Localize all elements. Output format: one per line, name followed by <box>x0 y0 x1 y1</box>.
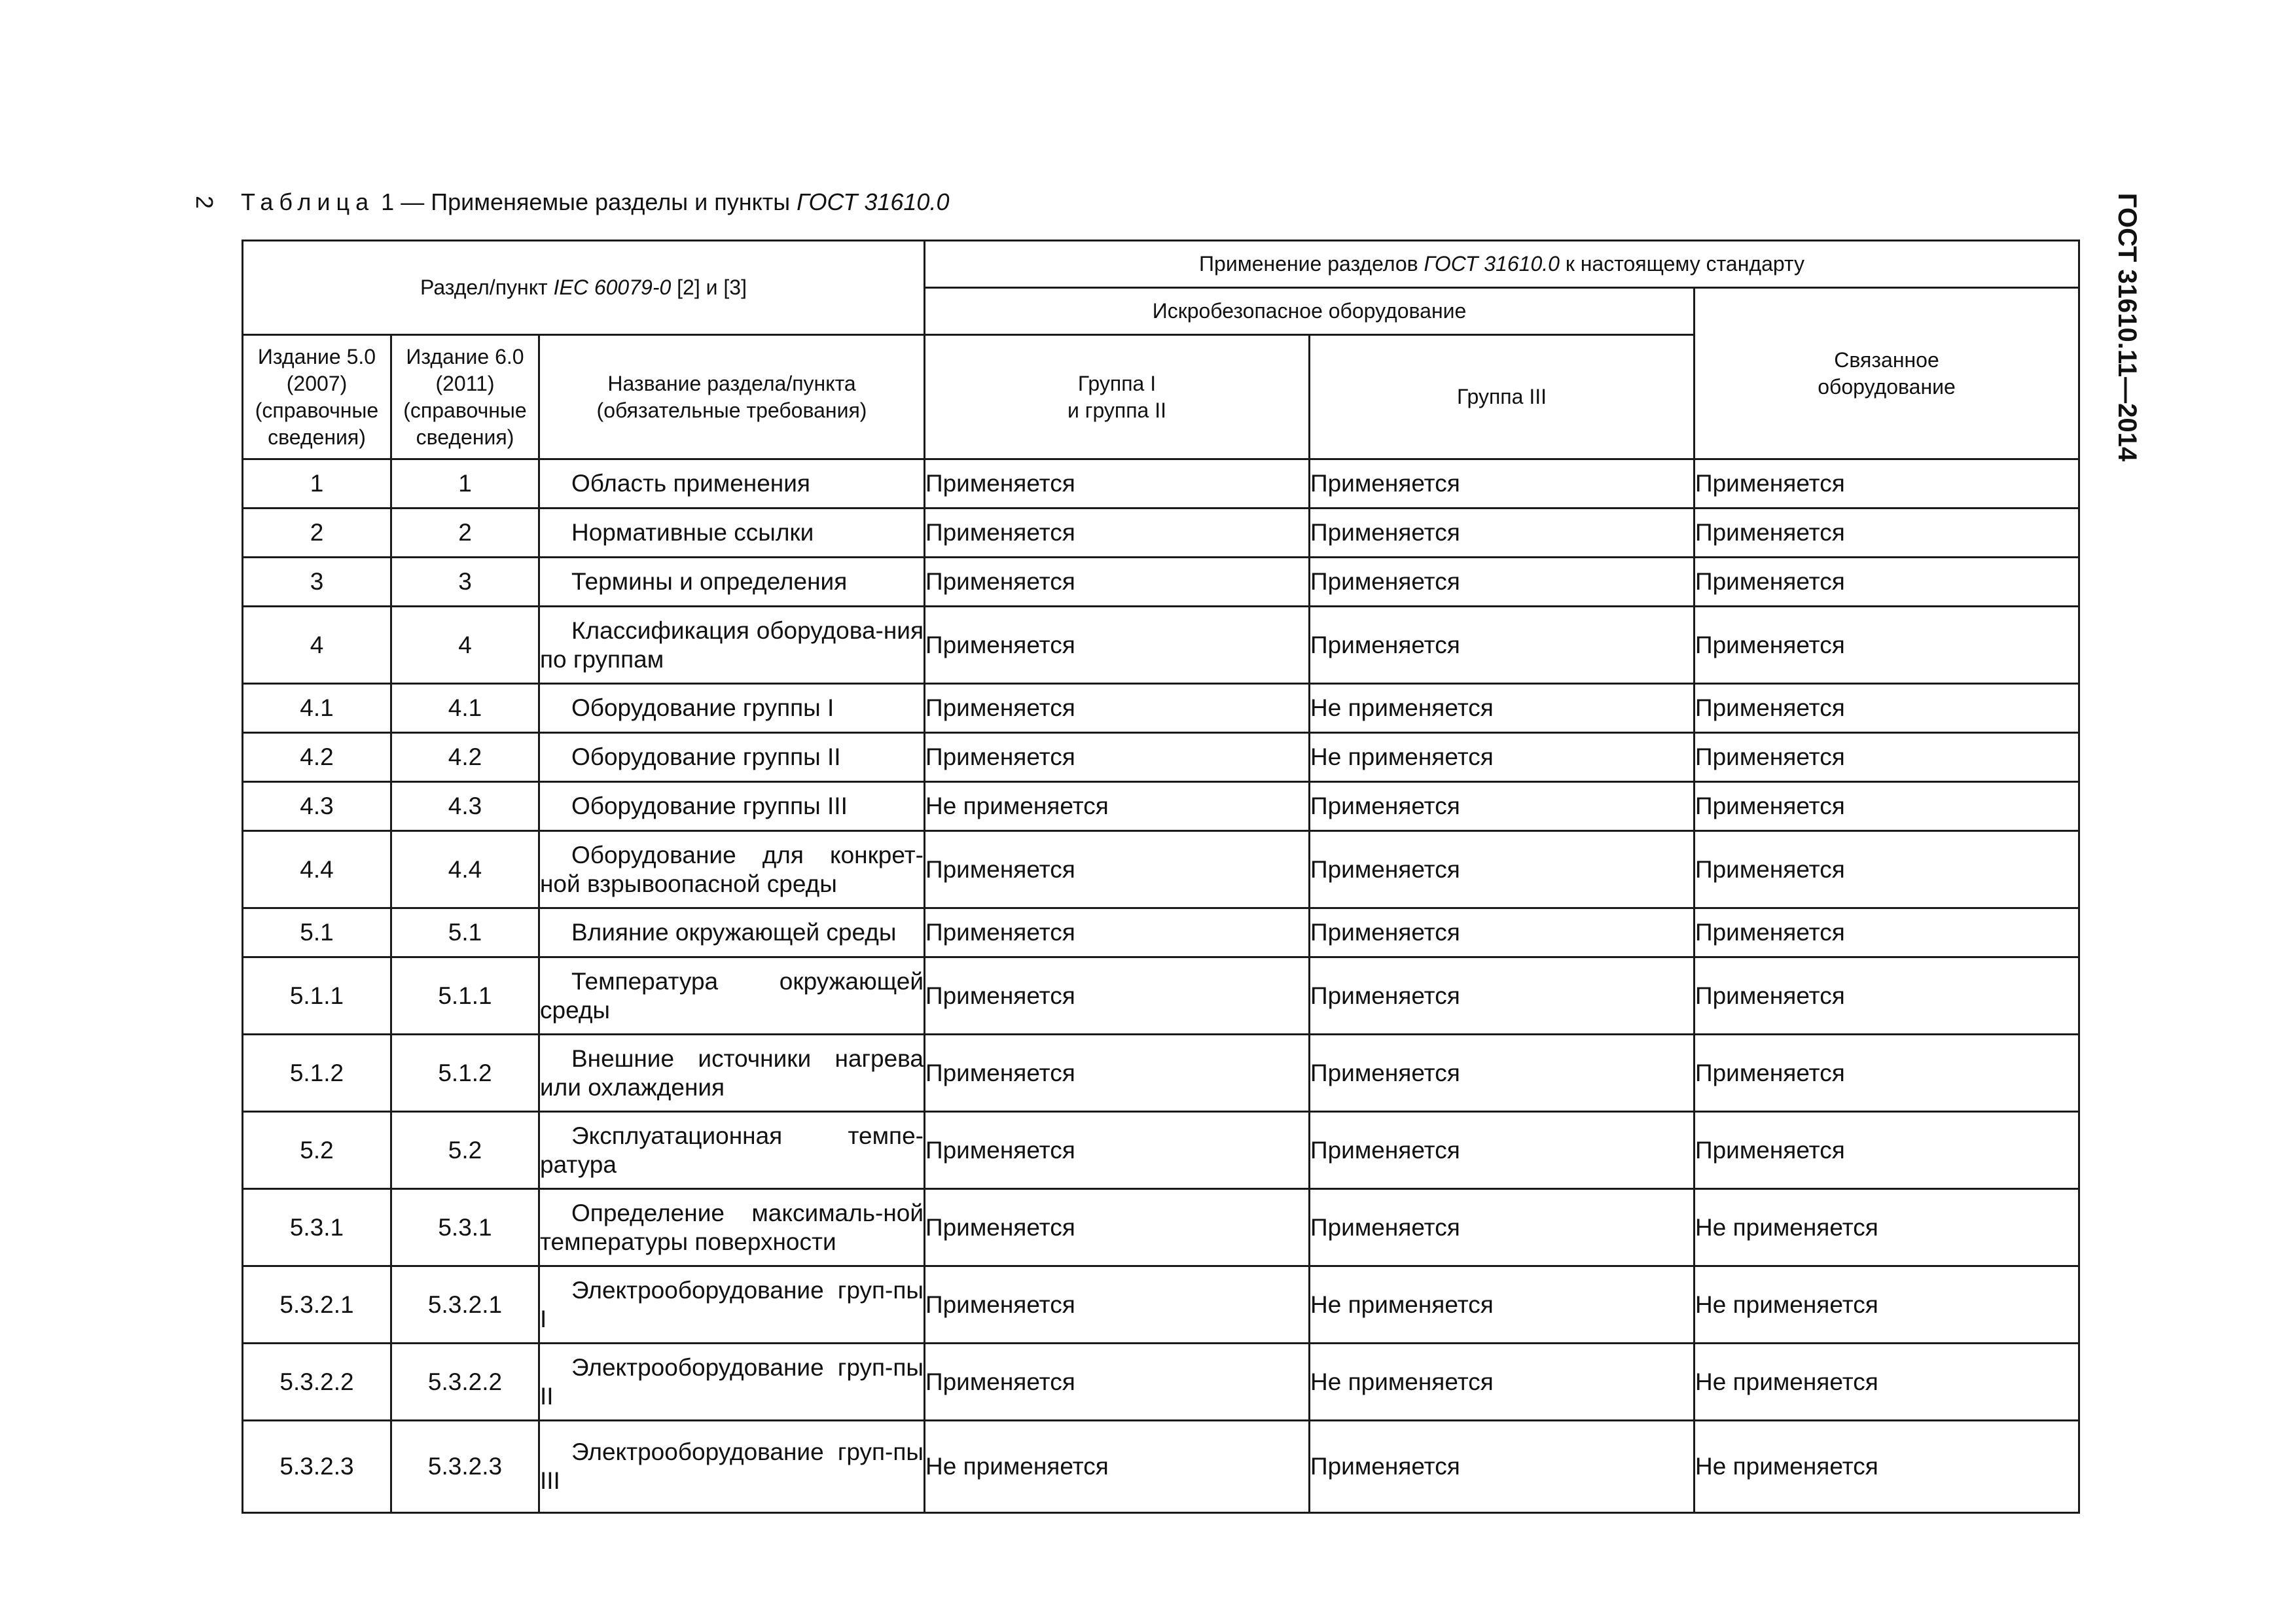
header-row-1 <box>243 241 2079 288</box>
header-intrinsic: Искробезопасное оборудование <box>925 288 1695 335</box>
header-section-group <box>243 241 925 335</box>
associated-cell: Применяется <box>1695 831 2079 908</box>
associated-cell: Применяется <box>1695 957 2079 1035</box>
group-3-cell: Применяется <box>1310 782 1695 831</box>
edition-6-cell: 4.4 <box>391 831 539 908</box>
section-name-cell: Термины и определения <box>539 558 925 607</box>
group-1-2-cell: Применяется <box>925 733 1310 782</box>
table-row <box>243 1344 2079 1421</box>
header-edition-5-line-1: Издание 5.0 <box>257 344 376 368</box>
group-3-cell: Применяется <box>1310 607 1695 684</box>
table-row <box>243 508 2079 558</box>
edition-5-cell: 5.1 <box>243 908 391 957</box>
edition-6-cell: 5.3.2.2 <box>391 1344 539 1421</box>
group-1-2-cell: Применяется <box>925 1266 1310 1344</box>
section-name-cell: Нормативные ссылки <box>539 508 925 558</box>
edition-5-cell: 4.2 <box>243 733 391 782</box>
table-row <box>243 1421 2079 1513</box>
header-associated-line-2: оборудование <box>1818 374 1956 399</box>
table-row <box>243 558 2079 607</box>
edition-6-cell: 4.1 <box>391 684 539 733</box>
header-name-line-1: Название раздела/пункта <box>607 371 856 395</box>
group-1-2-cell: Применяется <box>925 831 1310 908</box>
edition-6-cell: 5.2 <box>391 1112 539 1189</box>
table-row <box>243 1112 2079 1189</box>
header-group-3: Группа III <box>1310 335 1695 459</box>
associated-cell: Не применяется <box>1695 1344 2079 1421</box>
header-associated <box>1695 288 2079 459</box>
table-row <box>243 831 2079 908</box>
associated-cell: Применяется <box>1695 782 2079 831</box>
section-name-cell: Оборудование группы II <box>539 733 925 782</box>
table-row <box>243 1189 2079 1266</box>
edition-5-cell: 5.3.2.1 <box>243 1266 391 1344</box>
edition-6-cell: 2 <box>391 508 539 558</box>
group-1-2-cell: Применяется <box>925 1344 1310 1421</box>
group-1-2-cell: Применяется <box>925 459 1310 508</box>
associated-cell: Применяется <box>1695 1035 2079 1112</box>
edition-6-cell: 5.3.1 <box>391 1189 539 1266</box>
edition-6-cell: 4 <box>391 607 539 684</box>
header-edition-6-line-3: (справочные <box>403 398 527 422</box>
edition-6-cell: 5.3.2.1 <box>391 1266 539 1344</box>
group-1-2-cell: Применяется <box>925 1189 1310 1266</box>
header-edition-5 <box>243 335 391 459</box>
group-3-cell: Применяется <box>1310 908 1695 957</box>
group-3-cell: Применяется <box>1310 1421 1695 1513</box>
associated-cell: Применяется <box>1695 733 2079 782</box>
section-name-cell: Оборудование группы I <box>539 684 925 733</box>
header-application-suffix: к настоящему стандарту <box>1565 252 1804 276</box>
page-number: 2 <box>191 195 219 209</box>
group-1-2-cell: Применяется <box>925 607 1310 684</box>
header-edition-5-line-4: сведения) <box>268 425 366 449</box>
associated-cell: Применяется <box>1695 558 2079 607</box>
associated-cell: Применяется <box>1695 908 2079 957</box>
associated-cell: Не применяется <box>1695 1421 2079 1513</box>
associated-cell: Применяется <box>1695 1112 2079 1189</box>
caption-ref: ГОСТ 31610.0 <box>797 188 950 215</box>
table-caption <box>241 188 949 216</box>
edition-5-cell: 1 <box>243 459 391 508</box>
header-group-1-2-line-1: Группа I <box>1077 371 1157 395</box>
edition-5-cell: 2 <box>243 508 391 558</box>
associated-cell: Применяется <box>1695 607 2079 684</box>
header-section-prefix: Раздел/пункт <box>420 276 548 299</box>
edition-6-cell: 3 <box>391 558 539 607</box>
group-3-cell: Применяется <box>1310 508 1695 558</box>
associated-cell: Применяется <box>1695 684 2079 733</box>
edition-6-cell: 4.2 <box>391 733 539 782</box>
group-3-cell: Не применяется <box>1310 1266 1695 1344</box>
section-name-cell: Классификация оборудова-ния по группам <box>539 607 925 684</box>
group-3-cell: Применяется <box>1310 957 1695 1035</box>
table-row <box>243 908 2079 957</box>
group-1-2-cell: Применяется <box>925 1035 1310 1112</box>
group-3-cell: Применяется <box>1310 558 1695 607</box>
edition-6-cell: 1 <box>391 459 539 508</box>
table-row <box>243 733 2079 782</box>
section-name-cell: Оборудование для конкрет-ной взрывоопасной среды <box>539 831 925 908</box>
edition-5-cell: 4.4 <box>243 831 391 908</box>
edition-5-cell: 4 <box>243 607 391 684</box>
edition-6-cell: 5.1 <box>391 908 539 957</box>
caption-label: Таблица <box>241 188 375 215</box>
group-1-2-cell: Применяется <box>925 1112 1310 1189</box>
section-name-cell: Определение максималь-ной температуры поверхности <box>539 1189 925 1266</box>
edition-5-cell: 4.1 <box>243 684 391 733</box>
table-row <box>243 607 2079 684</box>
applicability-table <box>242 240 2080 1514</box>
associated-cell: Не применяется <box>1695 1266 2079 1344</box>
header-edition-6 <box>391 335 539 459</box>
group-1-2-cell: Применяется <box>925 684 1310 733</box>
header-edition-6-line-1: Издание 6.0 <box>406 344 524 368</box>
header-group-1-2 <box>925 335 1310 459</box>
group-1-2-cell: Не применяется <box>925 1421 1310 1513</box>
edition-6-cell: 5.1.1 <box>391 957 539 1035</box>
group-3-cell: Применяется <box>1310 1035 1695 1112</box>
edition-5-cell: 4.3 <box>243 782 391 831</box>
table-row <box>243 782 2079 831</box>
header-application-prefix: Применение разделов <box>1199 252 1418 276</box>
header-application <box>925 241 2079 288</box>
group-1-2-cell: Применяется <box>925 508 1310 558</box>
edition-5-cell: 5.3.2.2 <box>243 1344 391 1421</box>
group-3-cell: Применяется <box>1310 459 1695 508</box>
edition-6-cell: 5.3.2.3 <box>391 1421 539 1513</box>
section-name-cell: Влияние окружающей среды <box>539 908 925 957</box>
group-3-cell: Применяется <box>1310 1112 1695 1189</box>
header-edition-5-line-2: (2007) <box>286 371 348 395</box>
section-name-cell: Область применения <box>539 459 925 508</box>
edition-6-cell: 4.3 <box>391 782 539 831</box>
header-edition-6-line-2: (2011) <box>435 371 495 395</box>
header-group-1-2-line-2: и группа II <box>1067 398 1166 422</box>
section-name-cell: Оборудование группы III <box>539 782 925 831</box>
edition-5-cell: 5.2 <box>243 1112 391 1189</box>
associated-cell: Применяется <box>1695 508 2079 558</box>
edition-6-cell: 5.1.2 <box>391 1035 539 1112</box>
edition-5-cell: 5.1.2 <box>243 1035 391 1112</box>
caption-number: 1 <box>381 188 395 215</box>
header-name-line-2: (обязательные требования) <box>596 398 867 422</box>
table-row <box>243 684 2079 733</box>
header-name-col <box>539 335 925 459</box>
table-row <box>243 1035 2079 1112</box>
standard-code: ГОСТ 31610.11—2014 <box>2113 192 2142 462</box>
caption-title: Применяемые разделы и пункты <box>431 188 791 215</box>
section-name-cell: Электрооборудование груп-пы III <box>539 1421 925 1513</box>
group-1-2-cell: Применяется <box>925 558 1310 607</box>
group-3-cell: Не применяется <box>1310 1344 1695 1421</box>
section-name-cell: Электрооборудование груп-пы II <box>539 1344 925 1421</box>
table-row <box>243 1266 2079 1344</box>
section-name-cell: Эксплуатационная темпе-ратура <box>539 1112 925 1189</box>
edition-5-cell: 3 <box>243 558 391 607</box>
group-1-2-cell: Применяется <box>925 957 1310 1035</box>
header-edition-5-line-3: (справочные <box>255 398 379 422</box>
header-application-ref: ГОСТ 31610.0 <box>1424 252 1560 276</box>
group-3-cell: Не применяется <box>1310 733 1695 782</box>
section-name-cell: Электрооборудование груп-пы I <box>539 1266 925 1344</box>
group-3-cell: Применяется <box>1310 1189 1695 1266</box>
table-row <box>243 957 2079 1035</box>
header-section-suffix: [2] и [3] <box>677 276 747 299</box>
group-3-cell: Применяется <box>1310 831 1695 908</box>
section-name-cell: Температура окружающей среды <box>539 957 925 1035</box>
table-row <box>243 459 2079 508</box>
edition-5-cell: 5.3.1 <box>243 1189 391 1266</box>
caption-dash: — <box>401 188 425 215</box>
associated-cell: Не применяется <box>1695 1189 2079 1266</box>
section-name-cell: Внешние источники нагрева или охлаждения <box>539 1035 925 1112</box>
header-edition-6-line-4: сведения) <box>416 425 514 449</box>
edition-5-cell: 5.3.2.3 <box>243 1421 391 1513</box>
associated-cell: Применяется <box>1695 459 2079 508</box>
group-1-2-cell: Применяется <box>925 908 1310 957</box>
edition-5-cell: 5.1.1 <box>243 957 391 1035</box>
group-3-cell: Не применяется <box>1310 684 1695 733</box>
header-section-ref: IEC 60079-0 <box>553 276 672 299</box>
header-associated-line-1: Связанное <box>1834 348 1939 372</box>
group-1-2-cell: Не применяется <box>925 782 1310 831</box>
